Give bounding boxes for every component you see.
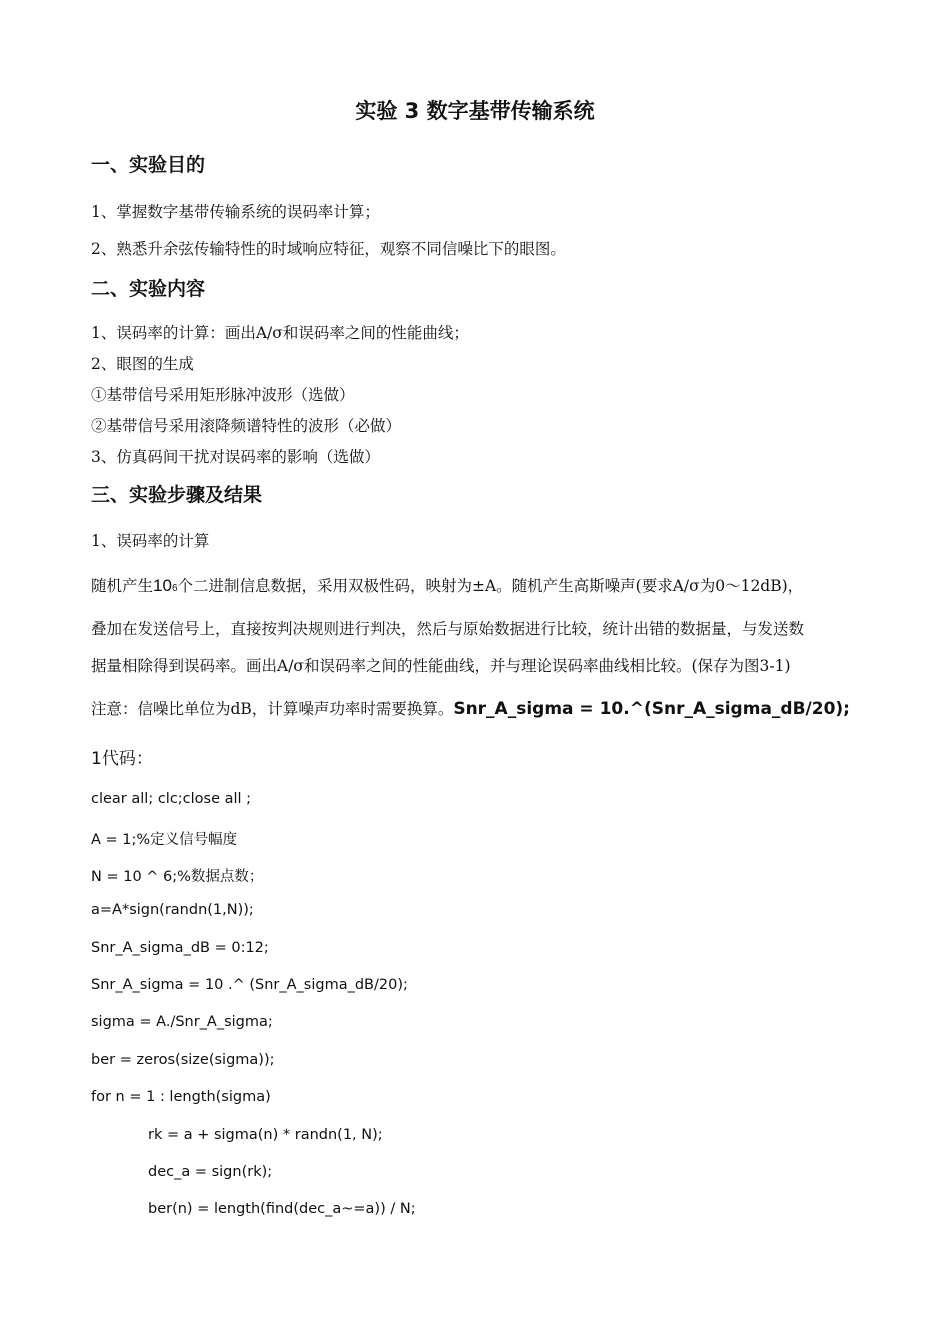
document-title: 实验 3 数字基带传输系统: [355, 99, 595, 123]
power-of-ten: 106: [153, 576, 178, 595]
code-line-indented: dec_a = sign(rk);: [148, 1164, 273, 1180]
code-line: a=A*sign(randn(1,N));: [91, 902, 254, 918]
steps-item-1: 1、误码率的计算: [91, 532, 210, 550]
steps-paragraph-line-2: 叠加在发送信号上，直接按判决规则进行判决，然后与原始数据进行比较，统计出错的数据量，与发送数: [91, 620, 805, 638]
content-item-2a: ①基带信号采用矩形脉冲波形（选做）: [91, 386, 355, 404]
note-line: [91, 697, 850, 719]
code-line: ber = zeros(size(sigma));: [91, 1052, 275, 1068]
code-line: sigma = A./Snr_A_sigma;: [91, 1014, 273, 1030]
section-heading-purpose: 一、实验目的: [91, 154, 206, 176]
steps-paragraph-line-3: 据量相除得到误码率。画出A/σ和误码率之间的性能曲线，并与理论误码率曲线相比较。(保存为图3-1): [91, 657, 791, 675]
purpose-item-1: 1、掌握数字基带传输系统的误码率计算；: [91, 203, 380, 221]
section-heading-content: 二、实验内容: [91, 278, 206, 300]
code-line: clear all; clc;close all ;: [91, 791, 252, 807]
content-item-2: 2、眼图的生成: [91, 355, 194, 373]
content-item-2b: ②基带信号采用滚降频谱特性的波形（必做）: [91, 417, 402, 435]
para1-pre: 随机产生: [91, 577, 154, 595]
code-line: A = 1;%定义信号幅度: [91, 832, 238, 848]
content-item-3: 3、仿真码间干扰对误码率的影响（选做）: [91, 448, 380, 466]
code-line: Snr_A_sigma = 10 .^ (Snr_A_sigma_dB/20);: [91, 977, 408, 993]
code-line: N = 10 ^ 6;%数据点数；: [91, 869, 264, 885]
para1-post: 个二进制信息数据，采用双极性码，映射为±A。随机产生高斯噪声(要求A/σ为0～12dB)，: [177, 577, 804, 595]
note-formula: Snr_A_sigma = 10.^(Snr_A_sigma_dB/20);: [453, 699, 850, 719]
code-line-indented: rk = a + sigma(n) * randn(1, N);: [148, 1127, 383, 1143]
code-line-indented: ber(n) = length(find(dec_a~=a)) / N;: [148, 1201, 416, 1217]
note-text: 注意：信噪比单位为dB，计算噪声功率时需要换算。: [91, 700, 454, 718]
code-line: Snr_A_sigma_dB = 0:12;: [91, 940, 269, 956]
steps-paragraph-line-1: [91, 574, 803, 596]
purpose-item-2: 2、熟悉升余弦传输特性的时域响应特征，观察不同信噪比下的眼图。: [91, 240, 566, 258]
section-heading-steps: 三、实验步骤及结果: [91, 484, 263, 506]
code-line: for n = 1 : length(sigma): [91, 1089, 271, 1105]
code-label: 1代码：: [91, 749, 153, 769]
content-item-1: 1、误码率的计算：画出A/σ和误码率之间的性能曲线；: [91, 324, 469, 342]
